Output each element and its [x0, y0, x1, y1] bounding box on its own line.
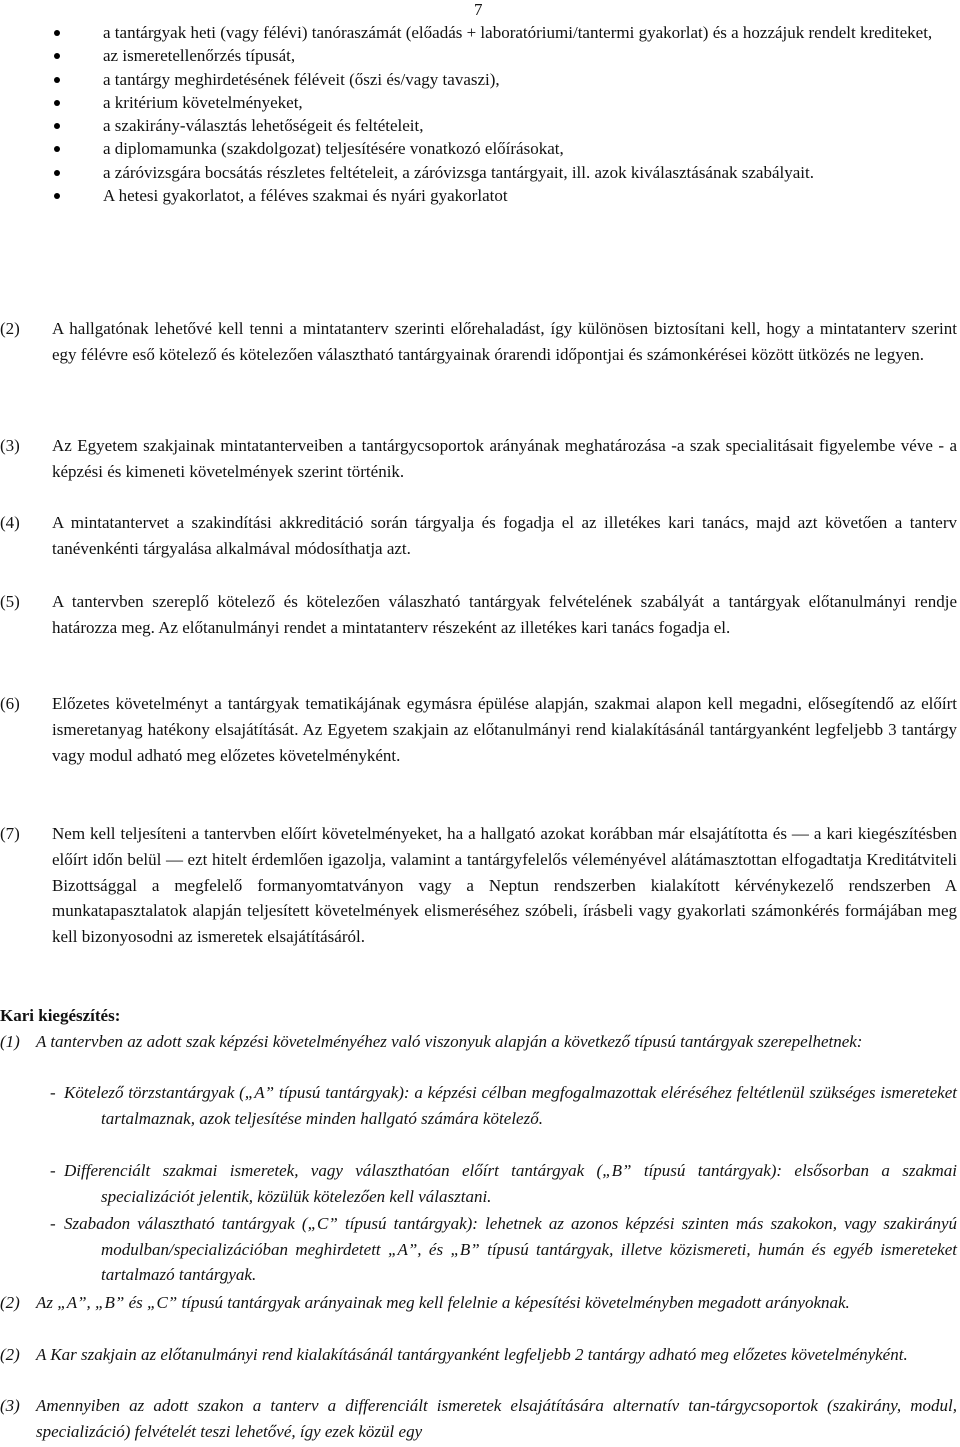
bullet-dot-icon — [54, 100, 60, 106]
paragraph-text: A hallgatónak lehetővé kell tenni a mintatanterv szerinti előrehaladást, így különösen biztosítani kell, hogy a mintatanterv szerint egy félévre eső kötelező és kötelezően választható tantárgyainak órarendi időpontjai és számonkérései között ütközés ne legyen. — [52, 319, 957, 364]
paragraph-6 — [0, 691, 957, 768]
paragraph-number: (6) — [0, 694, 20, 713]
bullet-text: a szakirány-választás lehetőségeit és feltételeit, — [103, 116, 424, 136]
bullet-dot-icon — [54, 146, 60, 152]
bullet-item — [0, 21, 960, 44]
paragraph-2 — [0, 316, 957, 368]
faculty-subitem-text: Differenciált szakmai ismeretek, vagy választhatóan előírt tantárgyak („B” típusú tantárgyak): elsősorban a szakmai specializációt jelentik, közülük kötelezően kell választani. — [64, 1161, 957, 1206]
paragraph-text: Nem kell teljesíteni a tantervben előírt követelményeket, ha a hallgató azokat korábban már elsajátította és — a kari kiegészítésben előírt időn belül — ezt hitelt érdemlően igazolja, valamint a tantárgyfelelős véleményével alátámasztottan elfogadtatja Kreditátviteli Bizottsággal a megfelelő formanyomtatványon vagy a Neptun rendszerben kialakított kérvénykezelő rendszerben A munkatapasztalatok alapján teljesített követelmények elismeréséhez szóbeli, írásbeli vagy gyakorlati számonkérés formájában meg kell bizonyosodni az ismeretek elsajátításáról. — [52, 824, 957, 947]
faculty-item-2b — [0, 1342, 957, 1368]
faculty-item-1 — [0, 1029, 957, 1055]
faculty-item-3 — [0, 1393, 957, 1444]
faculty-subitem-text: Kötelező törzstantárgyak („A” típusú tantárgyak): a képzési célban megfogalmazottak eléréséhez feltétlenül szükséges ismereteket tartalmaznak, azok teljesítése minden hallgató számára kötelező. — [64, 1083, 957, 1128]
paragraph-text: A mintatantervet a szakindítási akkreditáció során tárgyalja és fogadja el az illetékes kari tanács, majd azt követően a tanterv tanévenkénti tárgyalása alkalmával módosíthatja azt. — [52, 513, 957, 558]
bullet-text: a kritérium követelményeket, — [103, 92, 303, 112]
bullet-item — [0, 137, 960, 160]
bullet-text: a záróvizsgára bocsátás részletes feltételeit, a záróvizsga tantárgyait, ill. azok kiválasztásának szabályait. — [103, 162, 814, 182]
faculty-subitem-a — [50, 1080, 957, 1131]
paragraph-3 — [0, 433, 957, 485]
dash-marker: - — [50, 1214, 56, 1233]
paragraph-number: (5) — [0, 592, 20, 611]
faculty-item-number: (2) — [0, 1345, 20, 1364]
paragraph-number: (7) — [0, 824, 20, 843]
bullet-item — [0, 114, 960, 137]
bullet-text: a tantárgyak heti (vagy félévi) tanóraszámát (előadás + laboratóriumi/tantermi gyakorlat) és a hozzájuk rendelt krediteket, — [103, 23, 933, 42]
bullet-dot-icon — [54, 123, 60, 129]
bullet-text: az ismeretellenőrzés típusát, — [103, 46, 296, 66]
faculty-item-text: A Kar szakjain az előtanulmányi rend kialakításánál tantárgyanként legfeljebb 2 tantárgy adható meg előzetes követelményként. — [36, 1345, 908, 1364]
faculty-item-text: A tantervben az adott szak képzési követelményéhez való viszonyuk alapján a következő típusú tantárgyak szerepelhetnek: — [36, 1032, 863, 1051]
faculty-item-number: (2) — [0, 1293, 20, 1312]
paragraph-text: Előzetes követelményt a tantárgyak tematikájának egymásra épülése alapján, szakmai alapon kell megadni, elősegítendő az előírt ismeretanyag hatékony elsajátítását. Az Egyetem szakjain az előtanulmányi rend kialakításánál tantárgyanként legfeljebb 3 tantárgy vagy modul adható meg előzetes követelményként. — [52, 694, 957, 765]
paragraph-text: Az Egyetem szakjainak mintatanterveiben a tantárgycsoportok arányának meghatározása -a szak specialitásait figyelembe véve - a képzési és kimeneti követelmények szerint történik. — [52, 436, 957, 481]
requirements-bullet-list — [0, 21, 960, 207]
faculty-item-number: (1) — [0, 1032, 20, 1051]
dash-marker: - — [50, 1161, 56, 1180]
bullet-dot-icon — [54, 53, 60, 59]
bullet-text: a tantárgy meghirdetésének féléveit (őszi és/vagy tavaszi), — [103, 69, 500, 89]
faculty-item-text: Az „A”, „B” és „C” típusú tantárgyak arányainak meg kell felelnie a képesítési követelményben megadott arányoknak. — [36, 1293, 850, 1312]
bullet-dot-icon — [54, 170, 60, 176]
paragraph-5 — [0, 589, 957, 641]
faculty-subitem-b — [50, 1158, 957, 1209]
dash-marker: - — [50, 1083, 56, 1102]
bullet-item — [0, 68, 960, 91]
bullet-item — [0, 184, 960, 207]
faculty-subitem-text: Szabadon választható tantárgyak („C” típusú tantárgyak): lehetnek az azonos képzési szinten más szakokon, vagy szakirányú modulban/specializációban meghirdetett „A”, és „B” típusú tantárgyak, illetve közismereti, humán és egyéb ismereteket tartalmazó tantárgyak. — [64, 1214, 957, 1285]
faculty-item-2a — [0, 1290, 957, 1316]
bullet-dot-icon — [54, 193, 60, 199]
faculty-supplement-heading: Kari kiegészítés: — [0, 1006, 121, 1025]
paragraph-7 — [0, 821, 957, 950]
paragraph-4 — [0, 510, 957, 562]
bullet-dot-icon — [54, 30, 60, 36]
faculty-item-text: Amennyiben az adott szakon a tanterv a differenciált ismeretek elsajátítására alternatív tan-tárgycsoportok (szakirány, modul, specializáció) felvételét teszi lehetővé, így ezek közül egy — [36, 1396, 957, 1441]
bullet-text: A hetesi gyakorlatot, a féléves szakmai és nyári gyakorlatot — [103, 186, 508, 206]
bullet-item — [0, 161, 960, 184]
paragraph-text: A tantervben szereplő kötelező és kötelezően válaszható tantárgyak felvételének szabályát a tantárgyak előtanulmányi rendje határozza meg. Az előtanulmányi rendet a mintatanterv részeként az illetékes kari tanács fogadja el. — [52, 592, 957, 637]
paragraph-number: (4) — [0, 513, 20, 532]
bullet-item — [0, 91, 960, 114]
faculty-subitem-c — [50, 1211, 957, 1288]
bullet-text: a diplomamunka (szakdolgozat) teljesítésére vonatkozó előírásokat, — [103, 139, 564, 159]
bullet-dot-icon — [54, 77, 60, 83]
paragraph-number: (3) — [0, 436, 20, 455]
page-number: 7 — [474, 0, 483, 19]
bullet-item — [0, 44, 960, 67]
faculty-item-number: (3) — [0, 1396, 20, 1415]
paragraph-number: (2) — [0, 319, 20, 338]
